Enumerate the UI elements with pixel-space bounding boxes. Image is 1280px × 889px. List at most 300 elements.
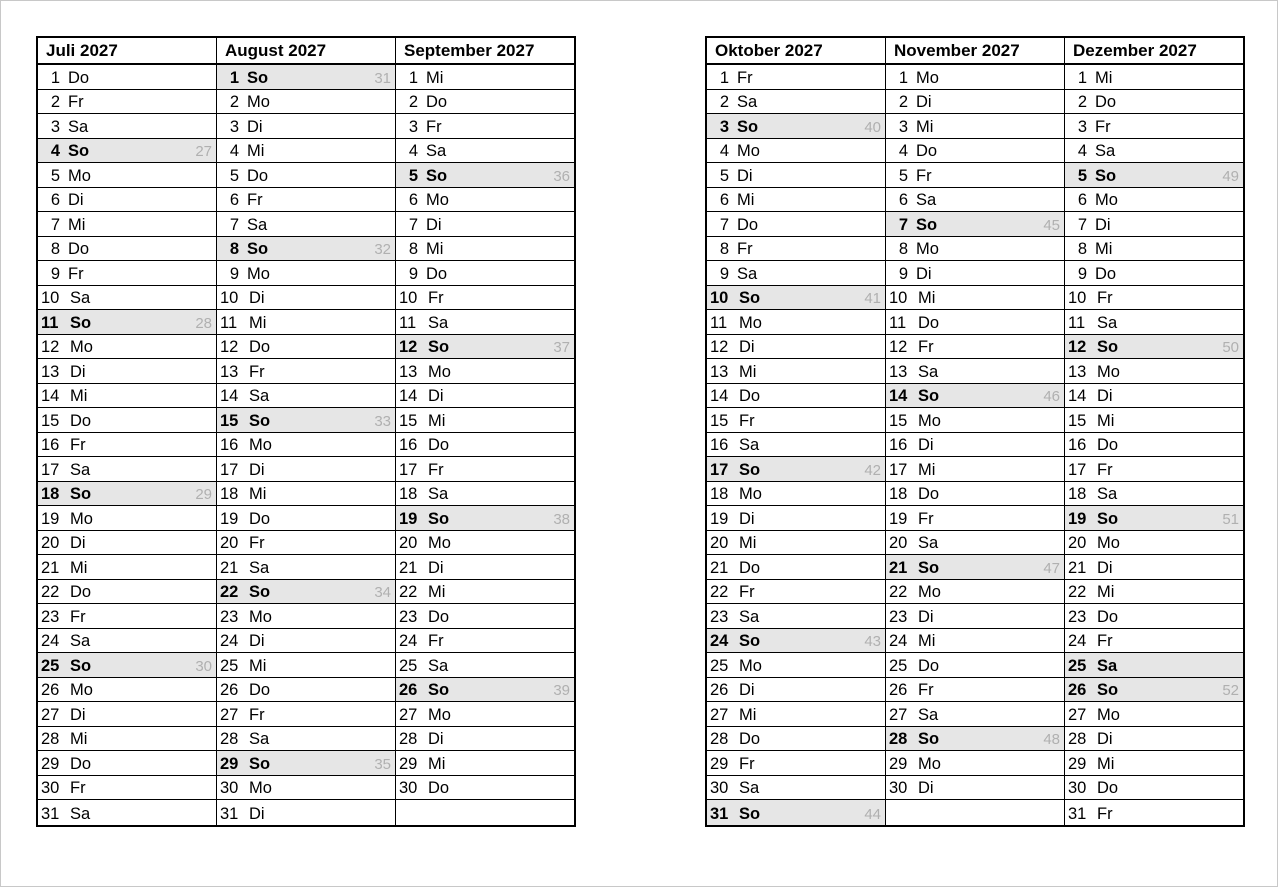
day-number: 22 (710, 583, 729, 601)
day-number: 15 (399, 411, 418, 430)
day-number: 30 (41, 779, 60, 797)
weekday-name: Mi (247, 142, 265, 160)
calendar-half-july-september (36, 36, 576, 827)
weekday-name: Fr (918, 681, 934, 699)
day-number: 16 (710, 436, 729, 454)
day-number: 25 (1068, 656, 1087, 675)
day-number: 28 (41, 730, 60, 748)
weekday-name: Mo (249, 779, 272, 797)
day-row (217, 629, 395, 654)
day-row (217, 163, 395, 188)
weekday-name: Mo (918, 754, 941, 773)
weekday-name: So (247, 240, 269, 258)
day-number: 6 (1077, 191, 1087, 209)
week-number: 37 (553, 339, 570, 356)
weekday-name: So (249, 411, 271, 430)
day-number: 27 (1068, 705, 1087, 724)
weekday-name: Mo (916, 240, 939, 258)
week-number: 39 (553, 682, 570, 699)
day-number: 8 (898, 240, 908, 258)
month-column (216, 38, 395, 825)
day-number: 7 (719, 215, 729, 234)
day-number: 12 (399, 338, 418, 356)
day-number: 26 (889, 681, 908, 699)
week-number: 49 (1222, 167, 1239, 185)
weekday-name: Mo (70, 509, 93, 528)
weekday-name: Di (1095, 215, 1111, 234)
day-number: 15 (220, 411, 239, 430)
day-row (396, 212, 574, 237)
day-row (707, 678, 885, 703)
weekday-name: So (428, 681, 450, 699)
day-row (1065, 163, 1243, 188)
day-number: 18 (710, 485, 729, 503)
day-number: 1 (719, 68, 729, 87)
weekday-name: Fr (1097, 460, 1113, 479)
day-number: 7 (1077, 215, 1087, 234)
day-number: 26 (41, 681, 60, 699)
day-number: 14 (889, 387, 908, 405)
day-row (217, 653, 395, 678)
day-row (886, 776, 1064, 801)
day-row (707, 531, 885, 556)
day-number: 18 (220, 485, 239, 503)
day-row (707, 751, 885, 776)
day-row (886, 531, 1064, 556)
day-row (886, 384, 1064, 409)
weekday-name: Do (918, 485, 940, 503)
day-number: 7 (408, 215, 418, 234)
day-number: 21 (41, 558, 60, 577)
day-row (396, 359, 574, 384)
day-number: 9 (50, 264, 60, 283)
day-number: 12 (220, 338, 239, 356)
day-row (707, 604, 885, 629)
weekday-name: Di (739, 681, 755, 699)
day-row (217, 482, 395, 507)
day-number: 5 (719, 166, 729, 185)
weekday-name: So (739, 804, 761, 823)
weekday-name: Mi (737, 191, 755, 209)
week-number: 29 (195, 486, 212, 503)
weekday-name: Mo (1097, 705, 1120, 724)
day-number: 10 (220, 289, 239, 307)
weekday-name: Do (739, 558, 761, 577)
day-row (707, 629, 885, 654)
weekday-name: Sa (739, 436, 760, 454)
day-number: 5 (1077, 166, 1087, 185)
day-number: 5 (229, 166, 239, 185)
day-row (38, 114, 216, 139)
month-column (885, 38, 1064, 825)
day-number: 23 (399, 607, 418, 626)
day-row (707, 286, 885, 311)
day-number: 2 (50, 93, 60, 111)
month-column (707, 38, 885, 825)
day-row (396, 408, 574, 433)
weekday-name: Sa (918, 362, 939, 381)
weekday-name: Mi (918, 460, 936, 479)
day-number: 26 (1068, 681, 1087, 699)
day-number: 3 (408, 117, 418, 136)
day-row (1065, 237, 1243, 262)
day-number: 25 (399, 656, 418, 675)
day-number: 29 (710, 754, 729, 773)
week-number: 40 (864, 118, 881, 136)
weekday-name: Mi (1097, 583, 1115, 601)
day-row (886, 678, 1064, 703)
day-row (1065, 286, 1243, 311)
day-number: 24 (41, 632, 60, 650)
day-number: 20 (220, 534, 239, 552)
weekday-name: So (428, 338, 450, 356)
weekday-name: Sa (737, 264, 758, 283)
weekday-name: Do (739, 730, 761, 748)
day-row (396, 506, 574, 531)
day-number: 24 (710, 632, 729, 650)
weekday-name: Mo (247, 93, 270, 111)
day-number: 29 (1068, 754, 1087, 773)
day-row (707, 776, 885, 801)
day-number: 8 (50, 240, 60, 258)
day-number: 21 (399, 558, 418, 577)
day-row (38, 408, 216, 433)
weekday-name: Do (68, 240, 90, 258)
week-number: 43 (864, 633, 881, 650)
weekday-name: Fr (1097, 804, 1113, 823)
day-row (38, 261, 216, 286)
day-row (217, 335, 395, 360)
day-row (396, 286, 574, 311)
day-number: 25 (41, 656, 60, 675)
day-number: 22 (1068, 583, 1087, 601)
weekday-name: Mo (428, 362, 451, 381)
day-number: 15 (41, 411, 60, 430)
weekday-name: Do (68, 68, 90, 87)
day-row (217, 776, 395, 801)
weekday-name: Do (1095, 93, 1117, 111)
day-row (217, 457, 395, 482)
day-row (886, 237, 1064, 262)
weekday-name: Sa (426, 142, 447, 160)
weekday-name: Sa (1097, 313, 1118, 332)
weekday-name: Mo (70, 338, 93, 356)
weekday-name: Di (428, 558, 444, 577)
weekday-name: Mo (428, 534, 451, 552)
day-number: 25 (220, 656, 239, 675)
weekday-name: So (918, 730, 940, 748)
day-row (886, 310, 1064, 335)
weekday-name: Mo (1097, 534, 1120, 552)
day-number: 5 (408, 166, 418, 185)
weekday-name: Sa (737, 93, 758, 111)
day-row (38, 702, 216, 727)
day-number: 2 (1077, 93, 1087, 111)
day-row (1065, 727, 1243, 752)
day-number: 30 (889, 779, 908, 797)
day-row (1065, 629, 1243, 654)
day-row (217, 139, 395, 164)
day-number: 10 (399, 289, 418, 307)
day-row (1065, 384, 1243, 409)
day-number: 24 (220, 632, 239, 650)
weekday-name: Sa (70, 460, 91, 479)
day-row (1065, 555, 1243, 580)
weekday-name: Mi (426, 240, 444, 258)
day-row (1065, 457, 1243, 482)
day-row (396, 531, 574, 556)
day-number: 26 (220, 681, 239, 699)
weekday-name: Fr (1097, 632, 1113, 650)
day-number: 9 (898, 264, 908, 283)
day-number: 8 (719, 240, 729, 258)
weekday-name: Sa (1097, 656, 1118, 675)
weekday-name: Sa (428, 485, 449, 503)
day-row (38, 604, 216, 629)
weekday-name: Di (916, 93, 932, 111)
weekday-name: Mi (739, 534, 757, 552)
weekday-name: Mo (70, 681, 93, 699)
day-row (217, 359, 395, 384)
weekday-name: Mo (426, 191, 449, 209)
weekday-name: Mi (428, 583, 446, 601)
day-number: 19 (41, 509, 60, 528)
day-row (1065, 408, 1243, 433)
day-row (38, 776, 216, 801)
weekday-name: Do (426, 93, 448, 111)
day-row (217, 678, 395, 703)
day-number: 18 (41, 485, 60, 503)
day-row (707, 65, 885, 90)
month-title: Dezember 2027 (1065, 38, 1243, 65)
day-row (217, 286, 395, 311)
weekday-name: So (739, 632, 761, 650)
day-row (707, 335, 885, 360)
day-number: 4 (1077, 142, 1087, 160)
day-row (1065, 212, 1243, 237)
day-number: 14 (220, 387, 239, 405)
day-row (38, 482, 216, 507)
weekday-name: Do (247, 166, 269, 185)
month-column (1064, 38, 1243, 825)
day-number: 10 (41, 289, 60, 307)
day-number: 7 (50, 215, 60, 234)
day-row (217, 604, 395, 629)
day-row (396, 433, 574, 458)
day-number: 21 (889, 558, 908, 577)
weekday-name: So (916, 215, 938, 234)
day-row (396, 261, 574, 286)
day-row (1065, 90, 1243, 115)
day-row (707, 114, 885, 139)
day-row (217, 261, 395, 286)
weekday-name: Do (1095, 264, 1117, 283)
weekday-name: Fr (428, 460, 444, 479)
day-row (886, 482, 1064, 507)
calendar-half-october-december (705, 36, 1245, 827)
day-row (396, 237, 574, 262)
day-number: 24 (399, 632, 418, 650)
day-row (886, 702, 1064, 727)
weekday-name: Mo (247, 264, 270, 283)
day-number: 8 (408, 240, 418, 258)
weekday-name: So (739, 460, 761, 479)
weekday-name: Mo (1097, 362, 1120, 381)
day-number: 31 (710, 804, 729, 823)
weekday-name: Do (70, 411, 92, 430)
day-row (886, 261, 1064, 286)
day-row (886, 188, 1064, 213)
weekday-name: Di (1097, 387, 1113, 405)
day-number: 11 (1068, 313, 1086, 332)
day-number: 12 (710, 338, 729, 356)
day-number: 2 (719, 93, 729, 111)
day-number: 10 (889, 289, 908, 307)
day-row (396, 90, 574, 115)
weekday-name: Fr (739, 754, 755, 773)
week-number: 32 (374, 241, 391, 258)
week-number: 52 (1222, 682, 1239, 699)
weekday-name: Fr (739, 583, 755, 601)
day-number: 23 (41, 607, 60, 626)
day-row (707, 433, 885, 458)
day-number: 23 (710, 607, 729, 626)
day-number: 29 (41, 754, 60, 773)
day-number: 17 (889, 460, 908, 479)
day-row (217, 727, 395, 752)
weekday-name: Fr (68, 93, 84, 111)
weekday-name: Sa (70, 804, 91, 823)
day-number: 19 (889, 509, 908, 528)
day-number: 27 (889, 705, 908, 724)
weekday-name: So (70, 656, 92, 675)
day-number: 22 (399, 583, 418, 601)
day-row (38, 653, 216, 678)
weekday-name: Do (1097, 436, 1119, 454)
day-row (886, 90, 1064, 115)
weekday-name: Do (249, 681, 271, 699)
day-row (38, 433, 216, 458)
weekday-name: Di (918, 436, 934, 454)
weekday-name: Sa (918, 705, 939, 724)
day-row (1065, 604, 1243, 629)
weekday-name: Fr (918, 509, 934, 528)
day-row (217, 65, 395, 90)
day-row (396, 139, 574, 164)
day-row (707, 139, 885, 164)
day-row (38, 359, 216, 384)
day-number: 20 (399, 534, 418, 552)
weekday-name: Mi (739, 362, 757, 381)
day-number: 17 (1068, 460, 1087, 479)
empty-day-row (396, 800, 574, 825)
day-row (886, 457, 1064, 482)
day-number: 13 (399, 362, 418, 381)
day-number: 14 (41, 387, 60, 405)
day-number: 28 (399, 730, 418, 748)
weekday-name: Sa (739, 779, 760, 797)
day-number: 14 (399, 387, 418, 405)
day-row (38, 90, 216, 115)
day-row (707, 457, 885, 482)
day-row (38, 457, 216, 482)
day-number: 5 (50, 166, 60, 185)
day-row (707, 408, 885, 433)
day-number: 3 (898, 117, 908, 136)
day-number: 20 (1068, 534, 1087, 552)
day-row (38, 237, 216, 262)
weekday-name: Sa (916, 191, 937, 209)
day-number: 13 (220, 362, 239, 381)
weekday-name: Sa (918, 534, 939, 552)
weekday-name: Mi (249, 313, 267, 332)
month-title: November 2027 (886, 38, 1064, 65)
day-number: 6 (719, 191, 729, 209)
weekday-name: Sa (1095, 142, 1116, 160)
day-row (217, 580, 395, 605)
day-row (217, 702, 395, 727)
weekday-name: So (249, 583, 271, 601)
weekday-name: Mo (249, 436, 272, 454)
day-number: 28 (220, 730, 239, 748)
weekday-name: Di (249, 804, 265, 823)
weekday-name: Mi (249, 485, 267, 503)
day-number: 10 (710, 289, 729, 307)
day-row (707, 800, 885, 825)
weekday-name: So (1097, 681, 1119, 699)
day-row (1065, 482, 1243, 507)
weekday-name: Do (737, 215, 759, 234)
weekday-name: Do (739, 387, 761, 405)
week-number: 30 (195, 657, 212, 675)
day-number: 13 (889, 362, 908, 381)
weekday-name: Mo (918, 583, 941, 601)
weekday-name: Di (68, 191, 84, 209)
weekday-name: Do (70, 754, 92, 773)
day-number: 1 (229, 68, 239, 87)
day-number: 4 (50, 142, 60, 160)
weekday-name: Mo (739, 485, 762, 503)
day-number: 18 (1068, 485, 1087, 503)
day-number: 19 (399, 509, 418, 528)
weekday-name: Sa (249, 387, 270, 405)
day-number: 1 (408, 68, 418, 87)
day-row (1065, 580, 1243, 605)
weekday-name: Mi (1095, 240, 1113, 258)
day-row (707, 506, 885, 531)
weekday-name: Do (916, 142, 938, 160)
week-number: 36 (553, 167, 570, 185)
weekday-name: Di (1097, 558, 1113, 577)
day-row (217, 751, 395, 776)
weekday-name: Do (426, 264, 448, 283)
week-number: 48 (1043, 731, 1060, 748)
day-row (707, 580, 885, 605)
day-row (1065, 114, 1243, 139)
weekday-name: Sa (249, 730, 270, 748)
day-number: 30 (220, 779, 239, 797)
weekday-name: So (249, 754, 271, 773)
day-number: 9 (229, 264, 239, 283)
day-row (38, 800, 216, 825)
weekday-name: Fr (70, 436, 86, 454)
day-number: 23 (1068, 607, 1087, 626)
day-row (396, 727, 574, 752)
weekday-name: Mi (428, 754, 446, 773)
day-row (38, 629, 216, 654)
day-row (1065, 310, 1243, 335)
day-number: 1 (898, 68, 908, 87)
